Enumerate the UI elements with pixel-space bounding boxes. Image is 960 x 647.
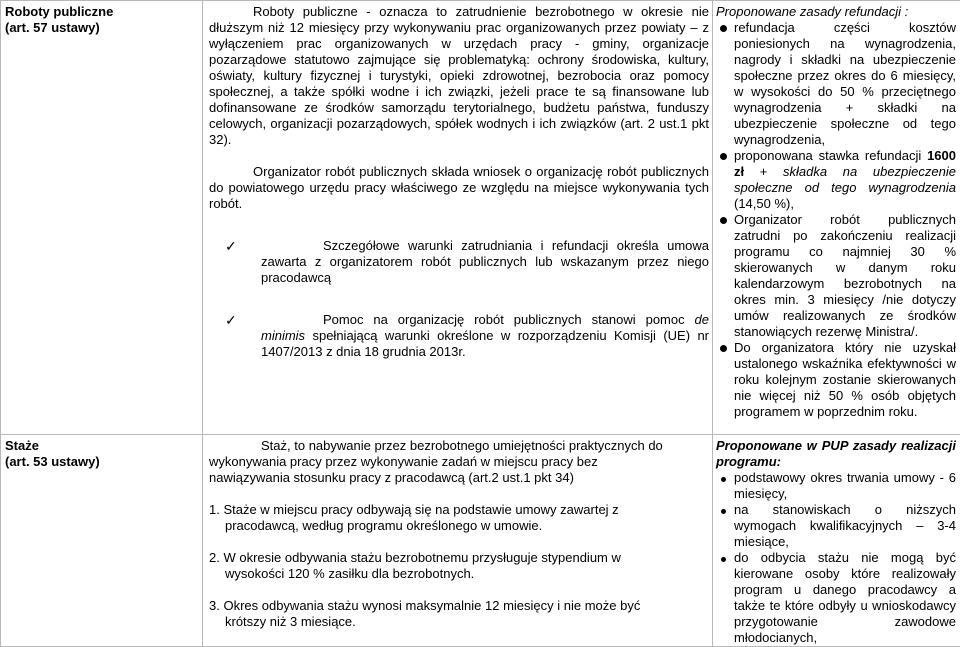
list-item-text: Organizator robót publicznych zatrudni po zakończeniu realizacji programu co najmniej 30 % skierowanych w danym roku kalendarzowym bezrobotnych na okres min. 3 miesięcy /nie dotyczy umów realizowanych ze środków stanowiących rezerwę Ministra/.	[734, 212, 956, 340]
checkmark-icon: ✓	[225, 312, 261, 360]
row-subtitle: (art. 57 ustawy)	[5, 20, 198, 36]
row-label-cell	[1, 1, 203, 435]
numbered-item: 2. W okresie odbywania stażu bezrobotnemu przysługuje stypendium w wysokości 120 % zasiłku dla bezrobotnych.	[209, 550, 672, 582]
checklist-item	[225, 238, 709, 286]
rules-heading: Proponowane w PUP zasady realizacji programu:	[716, 438, 956, 470]
numbered-item: 3. Okres odbywania stażu wynosi maksymalnie 12 miesięcy i nie może być krótszy niż 3 miesiące.	[209, 598, 672, 630]
list-item	[716, 470, 956, 502]
list-item-text: refundacja części kosztów poniesionych na wynagrodzenia, nagrody i składki na ubezpieczenie społeczne przez okres do 6 miesięcy, w wysokości do 50 % przeciętnego wynagrodzenia + składki na ubezpieczenie społeczne od tego wynagrodzenia,	[734, 20, 956, 148]
definition-paragraph: Staż, to nabywanie przez bezrobotnego umiejętności praktycznych do wykonywania pracy przez wykonywanie zadań w miejscu pracy bez nawiązywania stosunku pracy z pracodawcą (art.2 ust.1 pkt 34)	[209, 438, 672, 486]
list-item-text: Do organizatora który nie uzyskał ustalonego wskaźnika efektywności w roku kolejnym zostanie skierowanych nie więcej niż 50 % osób objętych programem w poprzednim roku.	[734, 340, 956, 420]
definition-paragraph: Roboty publiczne - oznacza to zatrudnienie bezrobotnego w okresie nie dłuższym niż 12 miesięcy przy wykonywaniu prac organizowanych przez powiaty – z wyłączeniem prac organizowanych w urzędach pracy - gminy, organizacje pozarządowe statutowo zajmujące się problematyką: ochrony środowiska, kultury, oświaty, kultury fizycznej i turystyki, opieki zdrowotnej, bezrobocia oraz pomocy społecznej, a także spółki wodne i ich związki, jeżeli prace te są finansowane lub dofinansowane ze środków samorządu terytorialnego, budżetu państwa, funduszy celowych, organizacji pozarządowych, spółek wodnych i ich związków (art. 2 ust.1 pkt 32).	[209, 4, 709, 148]
list-item	[716, 20, 956, 148]
list-item	[716, 550, 956, 646]
numbered-item: 1. Staże w miejscu pracy odbywają się na podstawie umowy zawartej z pracodawcą, według programu określonego w umowie.	[209, 502, 672, 534]
table-row	[1, 1, 960, 435]
rules-cell	[713, 435, 960, 647]
bullet-icon	[716, 20, 734, 148]
bullet-icon	[716, 502, 734, 550]
list-item	[716, 340, 956, 420]
list-item	[716, 502, 956, 550]
table-row	[1, 435, 960, 647]
description-cell	[203, 435, 713, 647]
row-subtitle: (art. 53 ustawy)	[5, 454, 198, 470]
checklist-text: Szczegółowe warunki zatrudniania i refundacji określa umowa zawarta z organizatorem robót publicznych lub wskazanym przez niego pracodawcą	[261, 238, 709, 286]
rules-heading: Proponowane zasady refundacji :	[716, 4, 956, 20]
bullet-icon	[716, 550, 734, 646]
checkmark-icon: ✓	[225, 238, 261, 286]
description-cell	[203, 1, 713, 435]
list-item-text: na stanowiskach o niższych wymogach kwalifikacyjnych – 3-4 miesiące,	[734, 502, 956, 550]
list-item	[716, 148, 956, 212]
bullet-icon	[716, 212, 734, 340]
list-item-text: do odbycia stażu nie mogą być kierowane osoby które realizowały program u danego pracodawcy a także te które odbyły u wnioskodawcy przygotowanie zawodowe młodocianych,	[734, 550, 956, 646]
application-paragraph: Organizator robót publicznych składa wniosek o organizację robót publicznych do powiatowego urzędu pracy właściwego ze względu na miejsce wykonywania tych robót.	[209, 164, 709, 212]
rules-cell	[713, 1, 960, 435]
bullet-icon	[716, 340, 734, 420]
list-item-text: podstawowy okres trwania umowy - 6 miesięcy,	[734, 470, 956, 502]
list-item	[716, 212, 956, 340]
bullet-icon	[716, 148, 734, 212]
checklist-item	[225, 312, 709, 360]
row-title: Roboty publiczne	[5, 4, 198, 20]
row-label-cell	[1, 435, 203, 647]
checklist-text: Pomoc na organizację robót publicznych stanowi pomoc de minimis spełniającą warunki określone w rozporządzeniu Komisji (UE) nr 1407/2013 z dnia 18 grudnia 2013r.	[261, 312, 709, 360]
list-item-text: proponowana stawka refundacji 1600 zł + składka na ubezpieczenie społeczne od tego wynagrodzenia (14,50 %),	[734, 148, 956, 212]
row-title: Staże	[5, 438, 198, 454]
bullet-icon	[716, 470, 734, 502]
